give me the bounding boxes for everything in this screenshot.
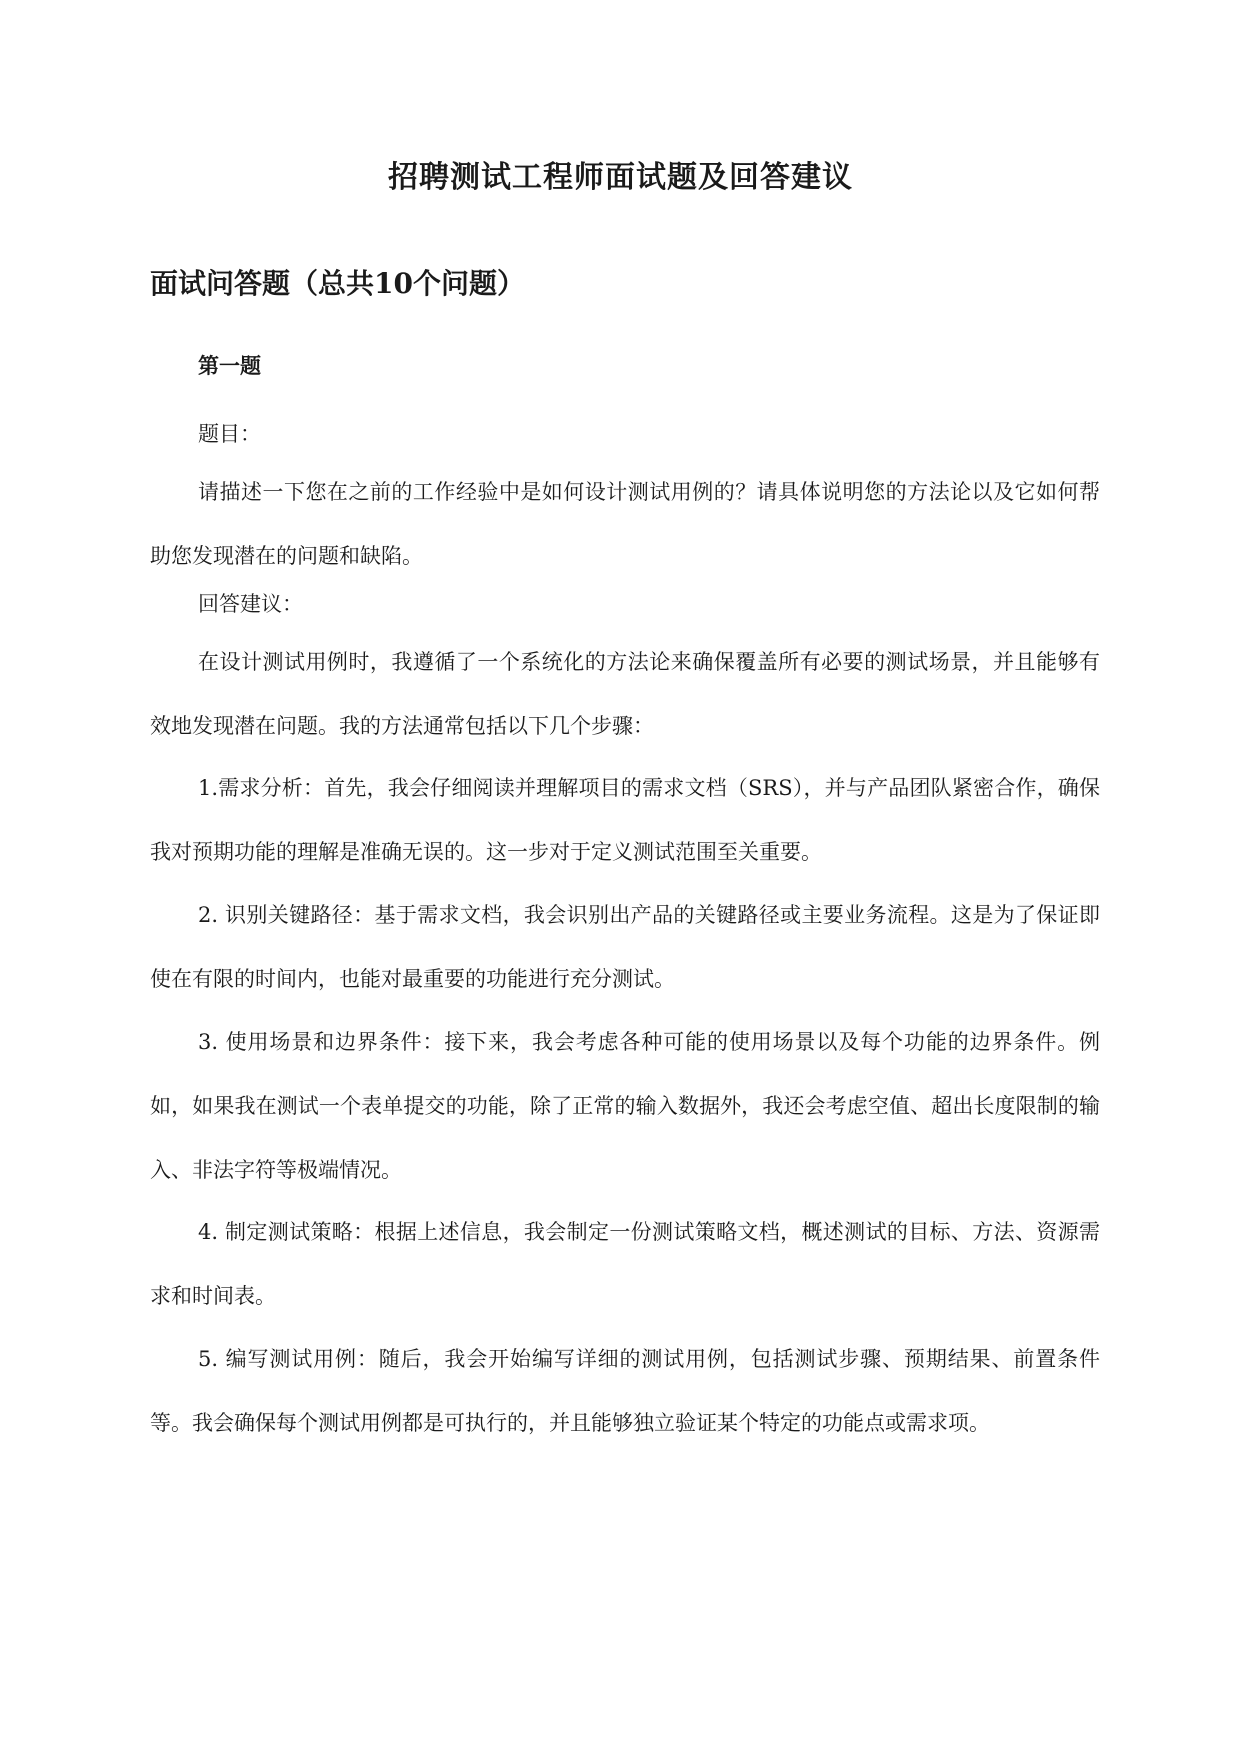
answer-step-1: 1.需求分析：首先，我会仔细阅读并理解项目的需求文档（SRS），并与产品团队紧密合作，确保我对预期功能的理解是准确无误的。这一步对于定义测试范围至关重要。: [150, 776, 1100, 864]
answer-step-2: 2. 识别关键路径：基于需求文档，我会识别出产品的关键路径或主要业务流程。这是为了保证即使在有限的时间内，也能对最重要的功能进行充分测试。: [150, 903, 1100, 991]
section-heading: 面试问答题（总共10个问题）: [150, 267, 525, 300]
document-title: 招聘测试工程师面试题及回答建议: [388, 160, 853, 195]
question-text: 请描述一下您在之前的工作经验中是如何设计测试用例的？请具体说明您的方法论以及它如何帮助您发现潜在的问题和缺陷。: [150, 480, 1100, 568]
answer-step-5: 5. 编写测试用例：随后，我会开始编写详细的测试用例，包括测试步骤、预期结果、前置条件等。我会确保每个测试用例都是可执行的，并且能够独立验证某个特定的功能点或需求项。: [150, 1347, 1100, 1435]
answer-label: 回答建议：: [198, 592, 303, 616]
answer-intro: 在设计测试用例时，我遵循了一个系统化的方法论来确保覆盖所有必要的测试场景，并且能够有效地发现潜在问题。我的方法通常包括以下几个步骤：: [150, 650, 1100, 738]
question-heading: 第一题: [198, 353, 261, 378]
answer-step-4: 4. 制定测试策略：根据上述信息，我会制定一份测试策略文档，概述测试的目标、方法、资源需求和时间表。: [150, 1220, 1100, 1308]
question-label: 题目：: [198, 422, 261, 446]
answer-step-3: 3. 使用场景和边界条件：接下来，我会考虑各种可能的使用场景以及每个功能的边界条件。例如，如果我在测试一个表单提交的功能，除了正常的输入数据外，我还会考虑空值、超出长度限制的输入、非法字符等极端情况。: [150, 1030, 1100, 1182]
